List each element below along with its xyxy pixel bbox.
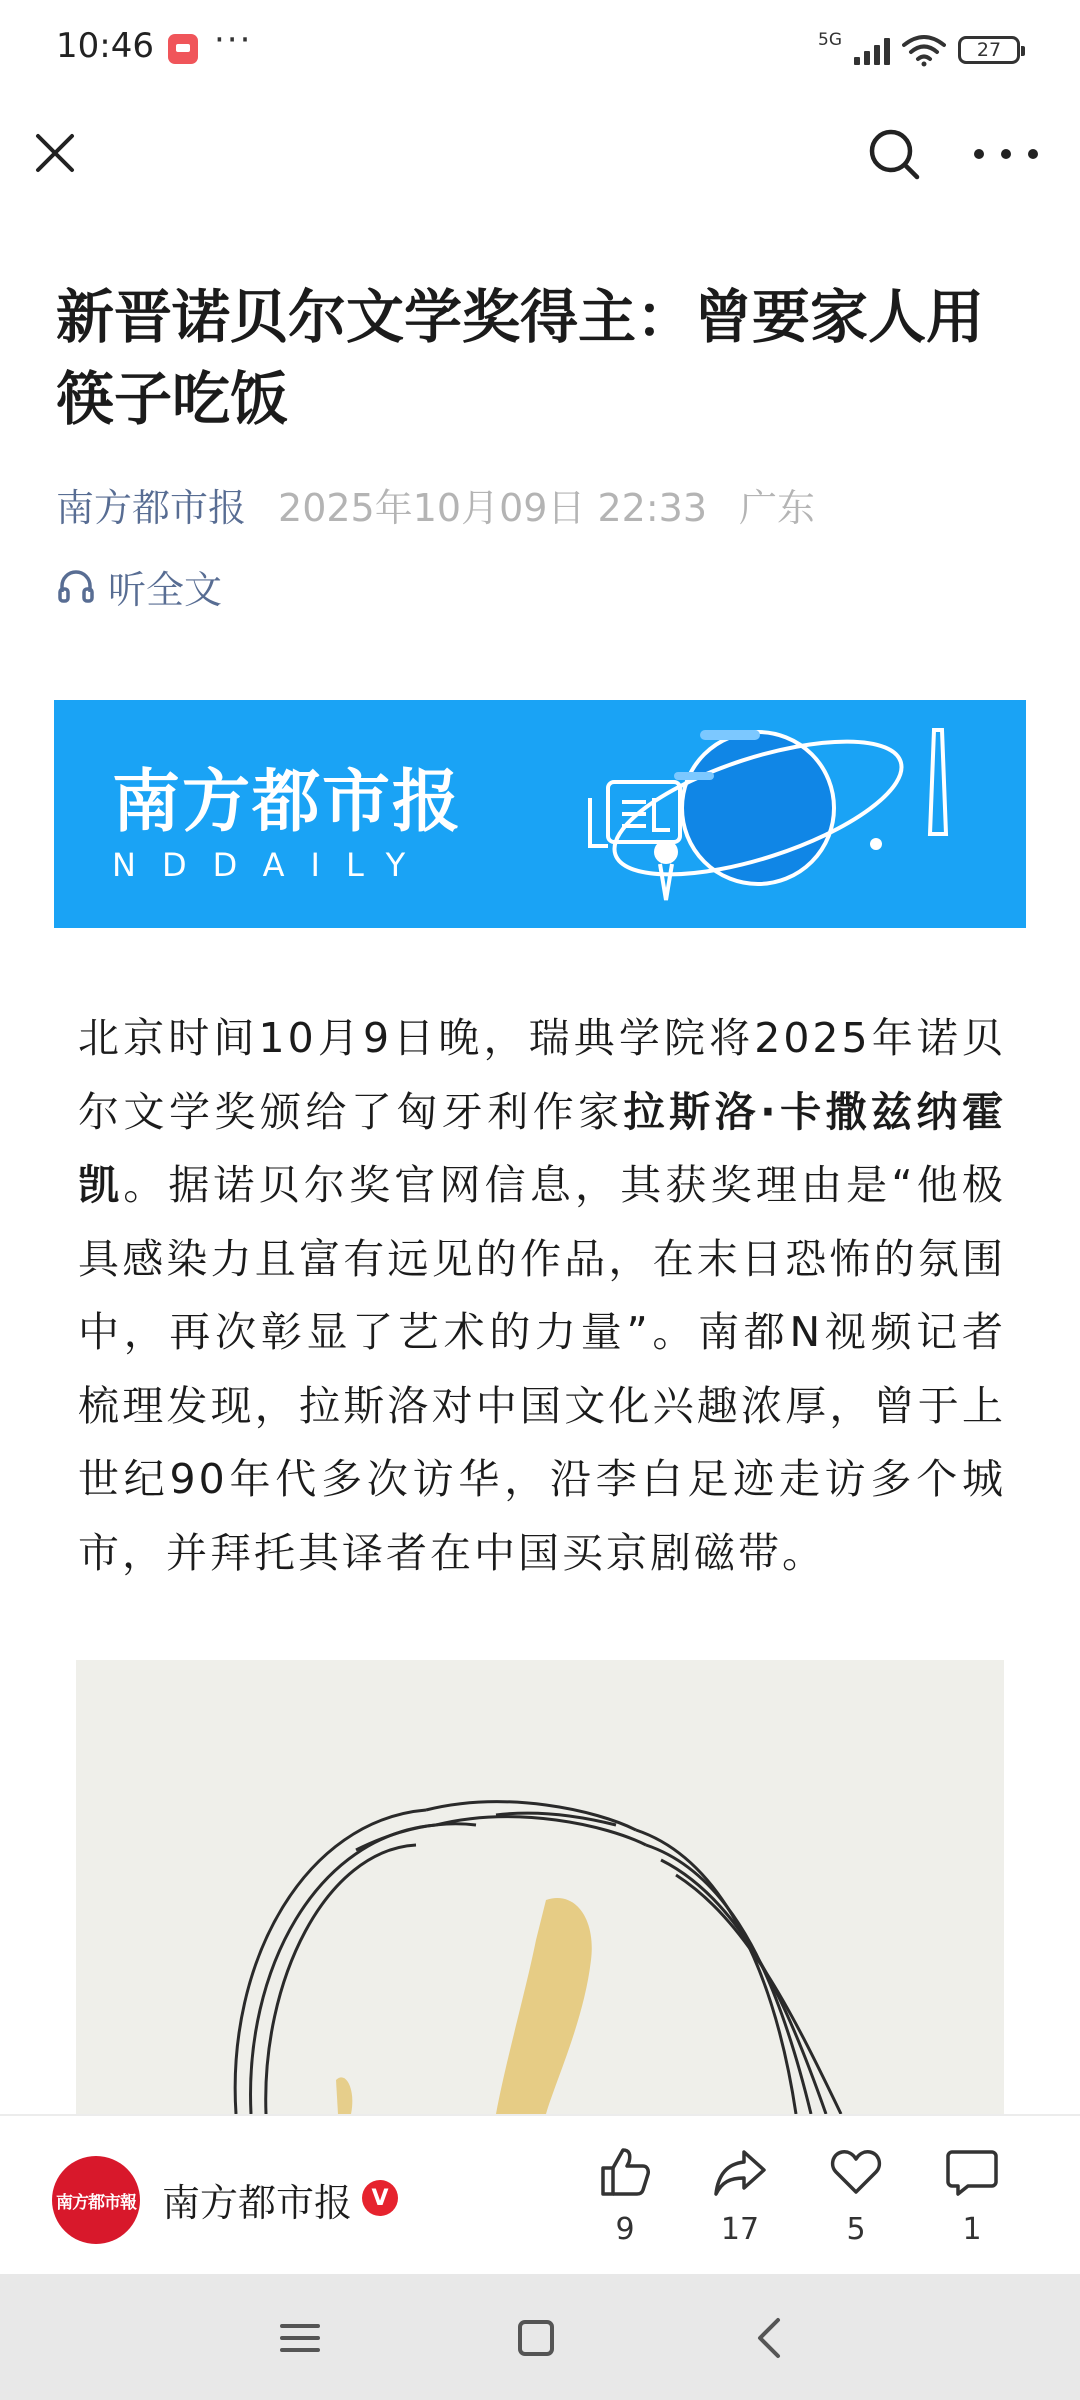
favorite-button[interactable]	[806, 2144, 906, 2254]
battery-level: 27	[976, 39, 1002, 61]
close-icon	[33, 131, 77, 175]
back-button[interactable]	[742, 2310, 798, 2366]
author-name-bold: 拉斯洛·卡撒兹纳霍凯	[78, 1087, 1006, 1209]
notification-app-icon	[168, 34, 198, 64]
status-more-dots: ···	[214, 20, 253, 60]
status-time: 10:46	[56, 26, 154, 66]
publisher-banner	[54, 700, 1026, 928]
comment-button[interactable]	[922, 2144, 1022, 2254]
home-button[interactable]	[508, 2310, 564, 2366]
network-type: 5G	[818, 30, 842, 50]
article-image[interactable]	[76, 1660, 1004, 2114]
publisher-avatar[interactable]	[52, 2156, 140, 2244]
thumb-up-icon	[597, 2144, 653, 2200]
share-icon	[712, 2144, 768, 2200]
portrait-illustration	[76, 1660, 1004, 2114]
more-button[interactable]	[974, 126, 1038, 182]
wifi-icon	[902, 33, 946, 67]
system-navigation-bar	[0, 2274, 1080, 2400]
listen-full-article-button[interactable]	[56, 558, 222, 614]
battery-icon	[958, 36, 1020, 64]
article-meta	[56, 478, 815, 530]
back-icon	[742, 2310, 798, 2366]
avatar-text: 南方都市報	[56, 2192, 136, 2213]
comment-count: 1	[962, 2212, 982, 2247]
like-count: 9	[615, 2212, 635, 2247]
banner-subtitle: NDDAILY	[112, 846, 432, 884]
heart-icon	[828, 2144, 884, 2200]
banner-planet-illustration	[524, 710, 1024, 920]
more-dot	[1001, 149, 1011, 159]
article-title: 新晋诺贝尔文学奖得主：曾要家人用筷子吃饭	[56, 283, 985, 433]
close-button[interactable]	[30, 128, 80, 178]
search-button[interactable]	[866, 126, 922, 182]
status-indicators	[818, 28, 1020, 72]
body-text-part: 北京时间10月9日晚，瑞典学院将2025年诺贝尔文学奖颁给了匈牙利作家	[78, 1014, 1006, 1136]
like-button[interactable]	[575, 2144, 675, 2254]
menu-icon	[272, 2310, 328, 2366]
signal-icon	[854, 35, 890, 65]
share-count: 17	[720, 2212, 760, 2247]
more-dot	[1028, 149, 1038, 159]
comment-icon	[944, 2144, 1000, 2200]
home-icon	[508, 2310, 564, 2366]
source-link[interactable]: 南方都市报	[56, 485, 247, 530]
menu-button[interactable]	[272, 2310, 328, 2366]
article-body	[78, 1002, 1006, 1590]
publish-date: 2025年10月09日 22:33	[278, 485, 708, 530]
publisher-name[interactable]: 南方都市报	[162, 2181, 353, 2225]
headphones-icon	[56, 566, 96, 606]
banner-logo-text: 南方都市报	[112, 763, 463, 842]
body-text-part: 。据诺贝尔奖官网信息，其获奖理由是“他极具感染力且富有远见的作品，在末日恐怖的氛围中，再次彰显了艺术的力量”。南都N视频记者梳理发现，拉斯洛对中国文化兴趣浓厚，曾于上世纪90年代多次访华，沿李白足迹走访多个城市，并拜托其译者在中国买京剧磁带。	[78, 1161, 1006, 1577]
listen-label: 听全文	[108, 567, 223, 612]
favorite-count: 5	[846, 2212, 866, 2247]
share-button[interactable]	[690, 2144, 790, 2254]
verified-badge: V	[362, 2180, 398, 2216]
publish-location: 广东	[739, 485, 816, 530]
status-bar	[0, 0, 1080, 100]
bottom-action-bar	[0, 2114, 1080, 2274]
more-dot	[974, 149, 984, 159]
search-icon	[866, 126, 922, 182]
